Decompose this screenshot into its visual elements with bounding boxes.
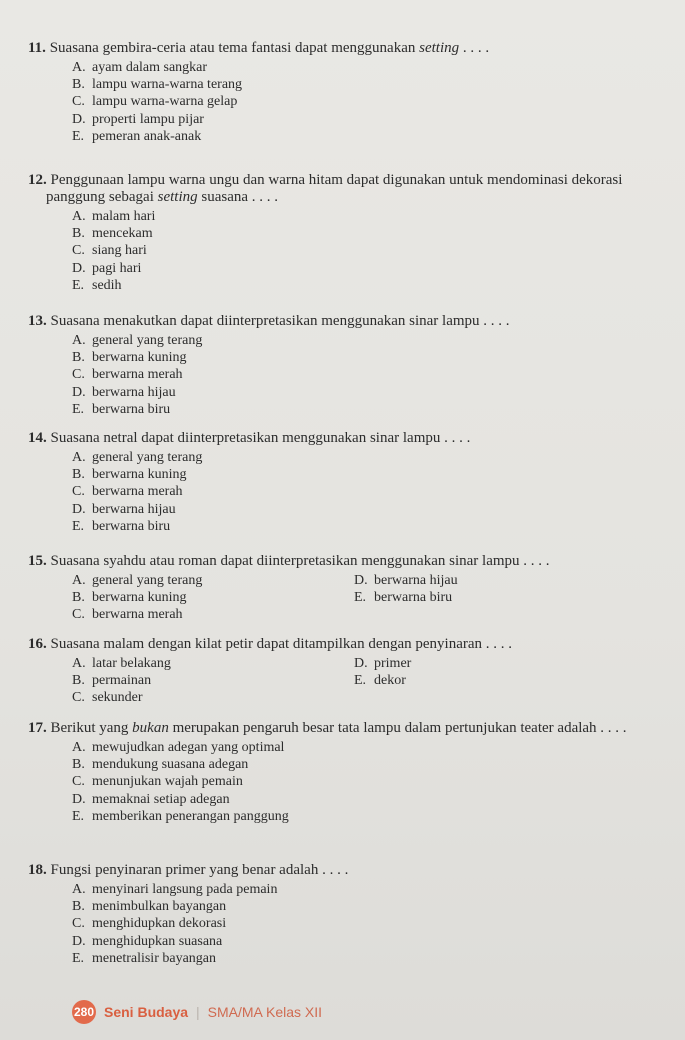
question-14 xyxy=(28,430,671,535)
option-b: B. berwarna kuning xyxy=(72,467,187,483)
question-text xyxy=(28,172,671,206)
question-text xyxy=(28,862,671,879)
option-a: A. malam hari xyxy=(72,209,156,224)
option-d: D. berwarna hijau xyxy=(72,501,176,517)
question-text xyxy=(28,313,671,330)
option-e: E. berwarna biru xyxy=(72,518,171,534)
option-c: C. siang hari xyxy=(72,243,147,259)
option-e: E. menetralisir bayangan xyxy=(72,950,217,966)
option-a: A. menyinari langsung pada pemain xyxy=(72,882,278,897)
option-d: D. berwarna hijau xyxy=(72,384,176,400)
question-stem: Suasana menakutkan dapat diinterpretasikan menggunakan sinar lampu . . . . xyxy=(50,313,510,329)
question-number: 18. xyxy=(28,862,47,878)
question-number: 16. xyxy=(28,636,47,652)
question-stem: Suasana malam dengan kilat petir dapat ditampilkan dengan penyinaran . . . . xyxy=(50,636,513,652)
option-d: D. memaknai setiap adegan xyxy=(72,791,230,807)
question-ellipsis: . . . . xyxy=(462,40,490,56)
question-number: 14. xyxy=(28,430,47,446)
page-footer xyxy=(72,1000,322,1024)
question-stem: Fungsi penyinaran primer yang benar adalah . . . . xyxy=(50,862,349,878)
question-13 xyxy=(28,313,671,418)
option-c: C. menunjukan wajah pemain xyxy=(72,774,243,790)
question-11 xyxy=(28,40,671,145)
question-text xyxy=(28,430,671,447)
option-c: C. menghidupkan dekorasi xyxy=(72,916,227,932)
question-stem: Suasana syahdu atau roman dapat diinterpretasikan menggunakan sinar lampu . . . . xyxy=(50,553,550,569)
options-list xyxy=(72,208,671,294)
class-level: SMA/MA Kelas XII xyxy=(207,1004,323,1020)
options-list xyxy=(72,59,671,145)
options-list xyxy=(72,881,671,967)
question-stem: Suasana gembira-ceria atau tema fantasi dapat menggunakan xyxy=(49,40,416,56)
question-text xyxy=(28,720,671,737)
option-e: E. memberikan penerangan panggung xyxy=(72,808,289,824)
options-list xyxy=(72,739,671,825)
options-grid xyxy=(72,572,671,624)
footer-separator: | xyxy=(196,1004,200,1020)
question-stem: Suasana netral dapat diinterpretasikan menggunakan sinar lampu . . . . xyxy=(50,430,471,446)
question-number: 11. xyxy=(28,40,46,56)
option-d: D. properti lampu pijar xyxy=(72,111,204,127)
question-16 xyxy=(28,636,671,707)
option-b: B. berwarna kuning xyxy=(72,590,187,606)
option-b: B. mendukung suasana adegan xyxy=(72,757,249,773)
question-text xyxy=(28,636,671,653)
italic-term: setting xyxy=(157,189,198,205)
option-b: B. lampu warna-warna terang xyxy=(72,77,243,93)
option-c: C. lampu warna-warna gelap xyxy=(72,94,238,110)
question-17 xyxy=(28,720,671,825)
question-stem: Berikut yang xyxy=(50,720,129,736)
question-number: 17. xyxy=(28,720,47,736)
option-c: C. berwarna merah xyxy=(72,484,183,500)
option-a: A. latar belakang xyxy=(72,656,171,671)
option-e: E. berwarna biru xyxy=(354,590,453,606)
options-list xyxy=(72,449,671,535)
option-b: B. berwarna kuning xyxy=(72,350,187,366)
question-text xyxy=(28,40,671,57)
question-number: 15. xyxy=(28,553,47,569)
question-text xyxy=(28,553,671,570)
option-b: B. menimbulkan bayangan xyxy=(72,899,227,915)
option-c: C. berwarna merah xyxy=(72,367,183,383)
italic-term: setting xyxy=(419,40,460,56)
book-title: Seni Budaya xyxy=(104,1004,189,1020)
option-d: D. pagi hari xyxy=(72,260,142,276)
option-a: A. ayam dalam sangkar xyxy=(72,60,208,75)
question-ellipsis: suasana . . . . xyxy=(201,189,279,205)
option-b: B. mencekam xyxy=(72,226,153,242)
question-12 xyxy=(28,172,671,294)
option-a: A. general yang terang xyxy=(72,573,203,588)
option-e: E. dekor xyxy=(354,673,406,689)
option-d: D. berwarna hijau xyxy=(354,573,458,588)
question-number: 13. xyxy=(28,313,47,329)
italic-term: bukan xyxy=(132,720,169,736)
option-e: E. berwarna biru xyxy=(72,401,171,417)
question-stem: Penggunaan lampu warna ungu dan warna hitam dapat digunakan untuk mendominasi dekorasi panggung sebagai xyxy=(46,172,623,205)
option-a: A. general yang terang xyxy=(72,450,203,465)
option-e: E. pemeran anak-anak xyxy=(72,128,202,144)
option-e: E. sedih xyxy=(72,277,122,293)
option-a: A. mewujudkan adegan yang optimal xyxy=(72,740,285,755)
option-d: D. primer xyxy=(354,656,412,671)
options-list xyxy=(72,332,671,418)
options-grid xyxy=(72,655,671,707)
option-b: B. permainan xyxy=(72,673,152,689)
question-15 xyxy=(28,553,671,624)
question-number: 12. xyxy=(28,172,47,188)
question-stem-cont: merupakan pengaruh besar tata lampu dalam pertunjukan teater adalah . . . . xyxy=(172,720,627,736)
page-number-badge: 280 xyxy=(72,1000,96,1024)
question-18 xyxy=(28,862,671,967)
option-d: D. menghidupkan suasana xyxy=(72,933,223,949)
option-c: C. sekunder xyxy=(72,690,143,706)
option-a: A. general yang terang xyxy=(72,333,203,348)
option-c: C. berwarna merah xyxy=(72,607,183,623)
